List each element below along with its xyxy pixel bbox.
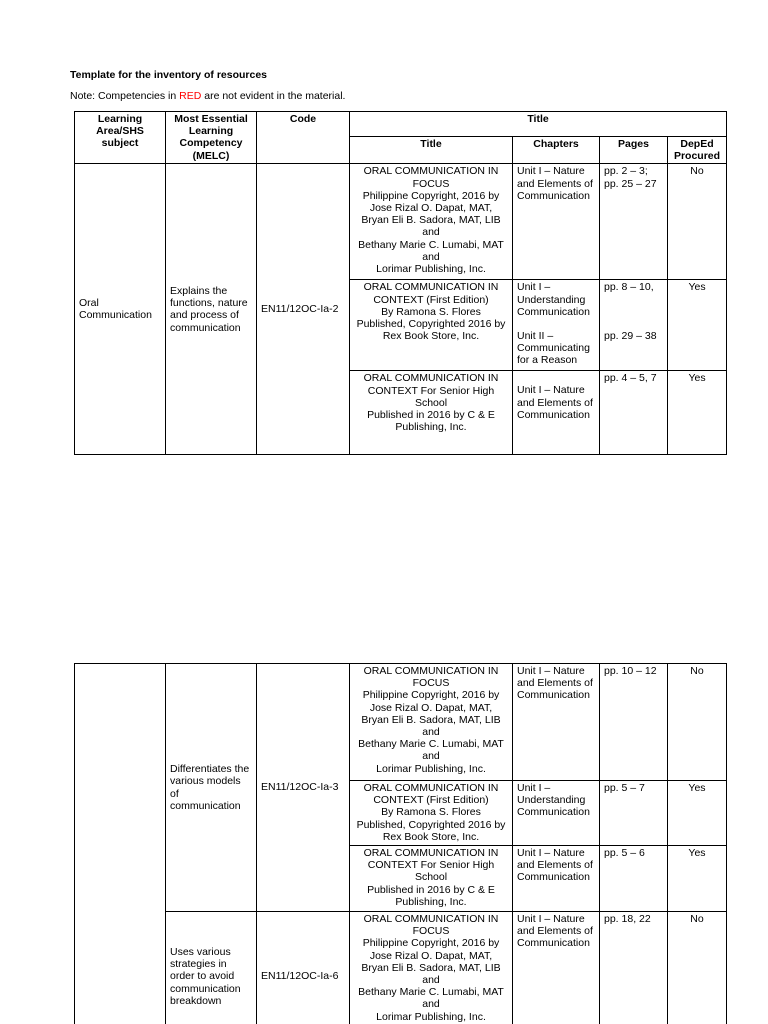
title-line: Bethany Marie C. Lumabi, MAT bbox=[358, 986, 504, 999]
header-subject: Learning Area/SHS subject bbox=[75, 112, 166, 164]
note-suffix: are not evident in the material. bbox=[201, 90, 346, 102]
pages-cell: pp. 18, 22 bbox=[600, 912, 668, 1024]
melc-cell: Differentiates the various models of communication bbox=[166, 664, 257, 912]
title-line: and bbox=[422, 226, 440, 239]
title-line: Published, Copyrighted 2016 by Rex Book Store, Inc. bbox=[356, 818, 506, 843]
title-line: and bbox=[422, 974, 440, 987]
deped-cell: Yes bbox=[668, 781, 727, 846]
title-line: ORAL COMMUNICATION IN CONTEXT For Senior High School bbox=[363, 372, 499, 409]
title-line: Philippine Copyright, 2016 by bbox=[362, 937, 500, 950]
title-line: Lorimar Publishing, Inc. bbox=[376, 762, 486, 775]
chapters-cell: Unit I – Nature and Elements of Communication bbox=[513, 164, 600, 280]
melc-cell: Explains the functions, nature and process of communication bbox=[166, 164, 257, 455]
pages-cell: pp. 5 – 7 bbox=[600, 781, 668, 846]
chapters-cell: Unit I – Nature and Elements of Communication bbox=[513, 664, 600, 781]
title-line: ORAL COMMUNICATION IN FOCUS bbox=[363, 165, 499, 190]
title-line: ORAL COMMUNICATION IN FOCUS bbox=[363, 913, 499, 938]
deped-cell: Yes bbox=[668, 371, 727, 455]
chapters-cell: Unit I – Understanding Communication bbox=[513, 781, 600, 846]
title-line: and bbox=[422, 998, 440, 1011]
resource-title bbox=[350, 781, 513, 846]
code-cell: EN11/12OC-Ia-6 bbox=[257, 912, 350, 1024]
title-line: ORAL COMMUNICATION IN CONTEXT For Senior High School bbox=[363, 847, 499, 884]
title-line: and bbox=[422, 726, 440, 739]
title-line: Jose Rizal O. Dapat, MAT, bbox=[369, 949, 493, 962]
header-title: Title bbox=[350, 137, 513, 164]
melc-cell: Uses various strategies in order to avoid communication breakdown bbox=[166, 912, 257, 1024]
title-line: By Ramona S. Flores bbox=[381, 305, 481, 318]
deped-cell: Yes bbox=[668, 846, 727, 912]
deped-cell: Yes bbox=[668, 280, 727, 371]
pages-cell: pp. 4 – 5, 7 bbox=[600, 371, 668, 455]
pages-cell: pp. 5 – 6 bbox=[600, 846, 668, 912]
chapters-line: Unit II – Communicating for a Reason bbox=[517, 330, 590, 367]
title-line: Bryan Eli B. Sadora, MAT, LIB bbox=[361, 961, 501, 974]
title-line: Philippine Copyright, 2016 by bbox=[362, 189, 500, 202]
deped-cell: No bbox=[668, 912, 727, 1024]
title-line: Lorimar Publishing, Inc. bbox=[376, 263, 486, 276]
deped-cell: No bbox=[668, 164, 727, 280]
note-prefix: Note: Competencies in bbox=[70, 90, 180, 102]
note-highlight: RED bbox=[179, 90, 202, 102]
title-line: Published in 2016 by C & E Publishing, Inc. bbox=[367, 883, 495, 908]
title-line: By Ramona S. Flores bbox=[381, 806, 481, 819]
subject-cell: Oral Communication bbox=[75, 164, 166, 455]
title-line: Published in 2016 by C & E Publishing, Inc. bbox=[367, 409, 495, 434]
header-chapters: Chapters bbox=[513, 137, 600, 164]
resource-title bbox=[350, 912, 513, 1024]
title-line: Bethany Marie C. Lumabi, MAT bbox=[358, 738, 504, 751]
pages-cell: pp. 10 – 12 bbox=[600, 664, 668, 781]
resource-title bbox=[350, 664, 513, 781]
chapters-line: Unit I – Nature and Elements of Communication bbox=[517, 384, 593, 421]
chapters-cell: Unit I – Nature and Elements of Communication bbox=[513, 846, 600, 912]
title-line: Philippine Copyright, 2016 by bbox=[362, 689, 500, 702]
resource-title bbox=[350, 846, 513, 912]
subject-cell-blank bbox=[75, 664, 166, 1024]
header-title-group: Title bbox=[350, 112, 727, 137]
pages-line: pp. 29 – 38 bbox=[604, 329, 657, 342]
pages-line: pp. 8 – 10, bbox=[604, 281, 654, 294]
pages-line: pp. 25 – 27 bbox=[604, 177, 657, 190]
title-line: Published, Copyrighted 2016 by Rex Book Store, Inc. bbox=[356, 318, 506, 343]
chapters-line: Unit I – Understanding Communication bbox=[517, 281, 590, 318]
title-line: Bethany Marie C. Lumabi, MAT bbox=[358, 238, 504, 251]
code-cell: EN11/12OC-Ia-2 bbox=[257, 164, 350, 455]
title-line: ORAL COMMUNICATION IN CONTEXT (First Edition) bbox=[363, 281, 499, 306]
title-line: ORAL COMMUNICATION IN FOCUS bbox=[363, 665, 499, 690]
code-cell: EN11/12OC-Ia-3 bbox=[257, 664, 350, 912]
title-line: Jose Rizal O. Dapat, MAT, bbox=[369, 202, 493, 215]
header-melc: Most Essential Learning Competency (MELC) bbox=[166, 112, 257, 164]
header-code: Code bbox=[257, 112, 350, 164]
pages-line: pp. 2 – 3; bbox=[604, 165, 648, 178]
inventory-table-2 bbox=[74, 663, 727, 1024]
title-line: Bryan Eli B. Sadora, MAT, LIB bbox=[361, 214, 501, 227]
page-heading: Template for the inventory of resources bbox=[70, 69, 268, 81]
header-deped: DepEd Procured bbox=[668, 137, 727, 164]
deped-cell: No bbox=[668, 664, 727, 781]
title-line: ORAL COMMUNICATION IN CONTEXT (First Edition) bbox=[363, 782, 499, 807]
title-line: Bryan Eli B. Sadora, MAT, LIB bbox=[361, 713, 501, 726]
chapters-cell: Unit I – Nature and Elements of Communication bbox=[513, 912, 600, 1024]
title-line: and bbox=[422, 750, 440, 763]
title-line: Lorimar Publishing, Inc. bbox=[376, 1010, 486, 1023]
header-pages: Pages bbox=[600, 137, 668, 164]
title-line: Jose Rizal O. Dapat, MAT, bbox=[369, 701, 493, 714]
title-line: and bbox=[422, 250, 440, 263]
